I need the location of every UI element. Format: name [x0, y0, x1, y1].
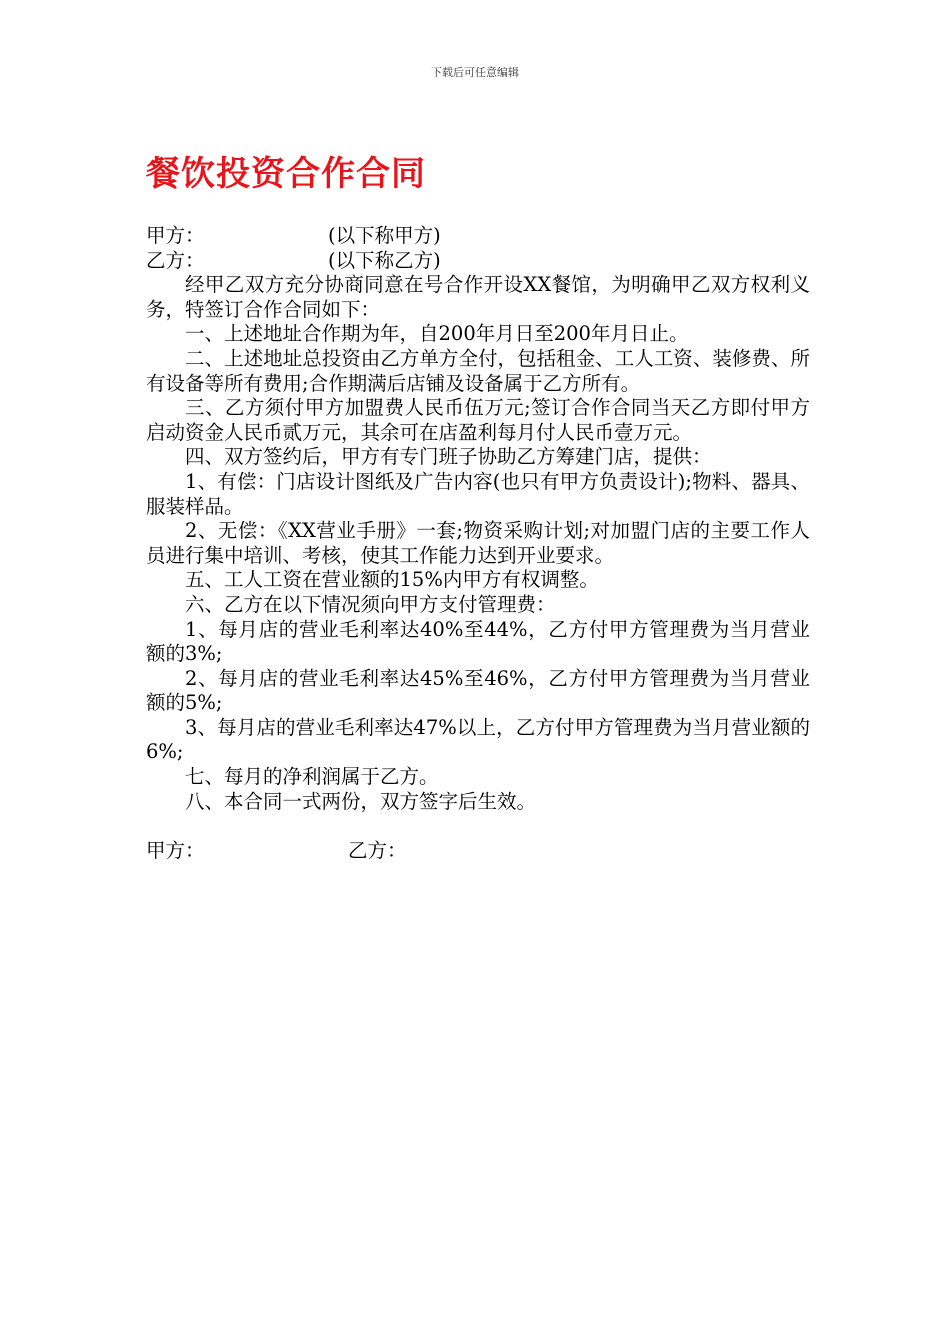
clause-4-item-1: 1、有偿：门店设计图纸及广告内容(也只有甲方负责设计);物料、器具、服装样品。	[146, 469, 810, 518]
party-b-label: 乙方：	[146, 248, 205, 272]
clause-6-item-2: 2、每月店的营业毛利率达45%至46%，乙方付甲方管理费为当月营业额的5%;	[146, 666, 810, 715]
clause-6-item-1: 1、每月店的营业毛利率达40%至44%，乙方付甲方管理费为当月营业额的3%;	[146, 617, 810, 666]
clause-5: 五、工人工资在营业额的15%内甲方有权调整。	[185, 568, 599, 592]
clause-8: 八、本合同一式两份，双方签字后生效。	[185, 789, 537, 813]
clause-6-item-3: 3、每月店的营业毛利率达47%以上，乙方付甲方管理费为当月营业额的6%;	[146, 715, 810, 764]
document-title: 餐饮投资合作合同	[146, 154, 426, 194]
signature-line	[146, 839, 810, 864]
page-header-note: 下载后可任意编辑	[431, 66, 519, 79]
party-a-label: 甲方：	[146, 224, 205, 247]
party-b-note: (以下称乙方)	[328, 248, 441, 272]
paragraph-intro: 经甲乙双方充分协商同意在号合作开设XX餐馆，为明确甲乙双方权利义务，特签订合作合同如下：	[146, 273, 810, 321]
clause-7: 七、每月的净利润属于乙方。	[185, 765, 439, 789]
signature-party-b: 乙方：	[348, 838, 407, 862]
party-a-note: (以下称甲方)	[328, 224, 441, 247]
clause-4: 四、双方签约后，甲方有专门班子协助乙方筹建门店，提供：	[185, 445, 712, 469]
clause-2: 二、上述地址总投资由乙方单方全付，包括租金、工人工资、装修费、所有设备等所有费用;合作期满后店铺及设备属于乙方所有。	[146, 346, 810, 395]
document-body	[146, 224, 810, 863]
clause-4-item-2: 2、无偿：《XX营业手册》一套;物资采购计划;对加盟门店的主要工作人员进行集中培训、考核，使其工作能力达到开业要求。	[146, 519, 810, 567]
party-b-line	[146, 249, 810, 274]
clause-6: 六、乙方在以下情况须向甲方支付管理费：	[185, 592, 556, 616]
clause-1: 一、上述地址合作期为年，自200年月日至200年月日止。	[185, 322, 689, 346]
party-a-line	[146, 224, 810, 249]
signature-party-a: 甲方：	[146, 838, 205, 862]
clause-3: 三、乙方须付甲方加盟费人民币伍万元;签订合作合同当天乙方即付甲方启动资金人民币贰万元，其余可在店盈利每月付人民币壹万元。	[146, 396, 810, 444]
